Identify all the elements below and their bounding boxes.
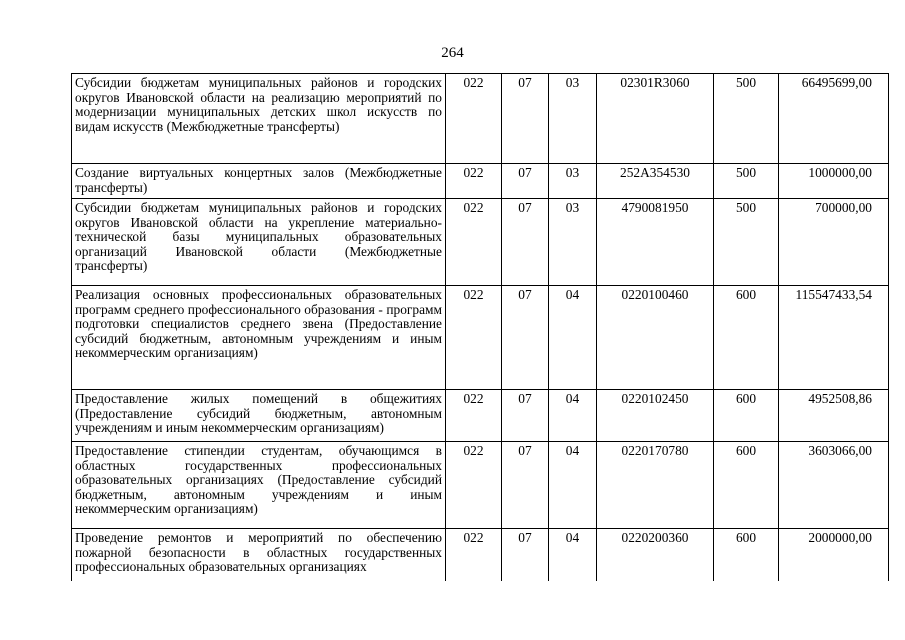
expense-type-code: 600	[714, 442, 779, 529]
row-description: Субсидии бюджетам муниципальных районов и городских округов Ивановской области на укрепление материально-технической базы муниципальных образовательных организаций Ивановской области (Межбюджетные трансферты)	[72, 199, 446, 286]
amount: 1000000,00	[779, 164, 889, 199]
section-code: 07	[502, 164, 549, 199]
section-code: 07	[502, 74, 549, 164]
page-number: 264	[441, 45, 464, 61]
target-article-code: 252A354530	[597, 164, 714, 199]
ministry-code: 022	[446, 442, 502, 529]
ministry-code: 022	[446, 74, 502, 164]
ministry-code: 022	[446, 529, 502, 581]
table-row	[72, 442, 889, 529]
expense-type-code: 600	[714, 286, 779, 390]
row-description: Реализация основных профессиональных образовательных программ среднего профессионального образования - программ подготовки специалистов среднего звена (Предоставление субсидий бюджетным, автономным учреждениям и иным некоммерческим организациям)	[72, 286, 446, 390]
ministry-code: 022	[446, 286, 502, 390]
table-row	[72, 164, 889, 199]
target-article-code: 0220102450	[597, 390, 714, 442]
row-description: Создание виртуальных концертных залов (Межбюджетные трансферты)	[72, 164, 446, 199]
expense-type-code: 500	[714, 164, 779, 199]
subsection-code: 04	[549, 390, 597, 442]
row-description: Предоставление стипендии студентам, обучающимся в областных государственных профессиональных образовательных организациях (Предоставление субсидий бюджетным, автономным учреждениям и иным некоммерческим организациям)	[72, 442, 446, 529]
table-row	[72, 286, 889, 390]
amount: 700000,00	[779, 199, 889, 286]
row-description: Предоставление жилых помещений в общежитиях (Предоставление субсидий бюджетным, автономным учреждениям и иным некоммерческим организациям)	[72, 390, 446, 442]
ministry-code: 022	[446, 390, 502, 442]
table-row	[72, 199, 889, 286]
table-row	[72, 390, 889, 442]
row-description: Проведение ремонтов и мероприятий по обеспечению пожарной безопасности в областных государственных профессиональных образовательных организациях	[72, 529, 446, 581]
amount: 66495699,00	[779, 74, 889, 164]
expense-type-code: 500	[714, 199, 779, 286]
subsection-code: 04	[549, 286, 597, 390]
amount: 4952508,86	[779, 390, 889, 442]
table-row	[72, 74, 889, 164]
target-article-code: 0220100460	[597, 286, 714, 390]
budget-table	[71, 73, 889, 581]
ministry-code: 022	[446, 164, 502, 199]
expense-type-code: 500	[714, 74, 779, 164]
subsection-code: 03	[549, 199, 597, 286]
target-article-code: 0220170780	[597, 442, 714, 529]
expense-type-code: 600	[714, 529, 779, 581]
section-code: 07	[502, 199, 549, 286]
section-code: 07	[502, 286, 549, 390]
subsection-code: 03	[549, 74, 597, 164]
table-row	[72, 529, 889, 581]
target-article-code: 0220200360	[597, 529, 714, 581]
subsection-code: 03	[549, 164, 597, 199]
amount: 2000000,00	[779, 529, 889, 581]
ministry-code: 022	[446, 199, 502, 286]
subsection-code: 04	[549, 529, 597, 581]
section-code: 07	[502, 390, 549, 442]
section-code: 07	[502, 442, 549, 529]
section-code: 07	[502, 529, 549, 581]
expense-type-code: 600	[714, 390, 779, 442]
amount: 3603066,00	[779, 442, 889, 529]
target-article-code: 02301R3060	[597, 74, 714, 164]
amount: 115547433,54	[779, 286, 889, 390]
subsection-code: 04	[549, 442, 597, 529]
target-article-code: 4790081950	[597, 199, 714, 286]
row-description: Субсидии бюджетам муниципальных районов и городских округов Ивановской области на реализацию мероприятий по модернизации муниципальных детских школ искусств по видам искусств (Межбюджетные трансферты)	[72, 74, 446, 164]
